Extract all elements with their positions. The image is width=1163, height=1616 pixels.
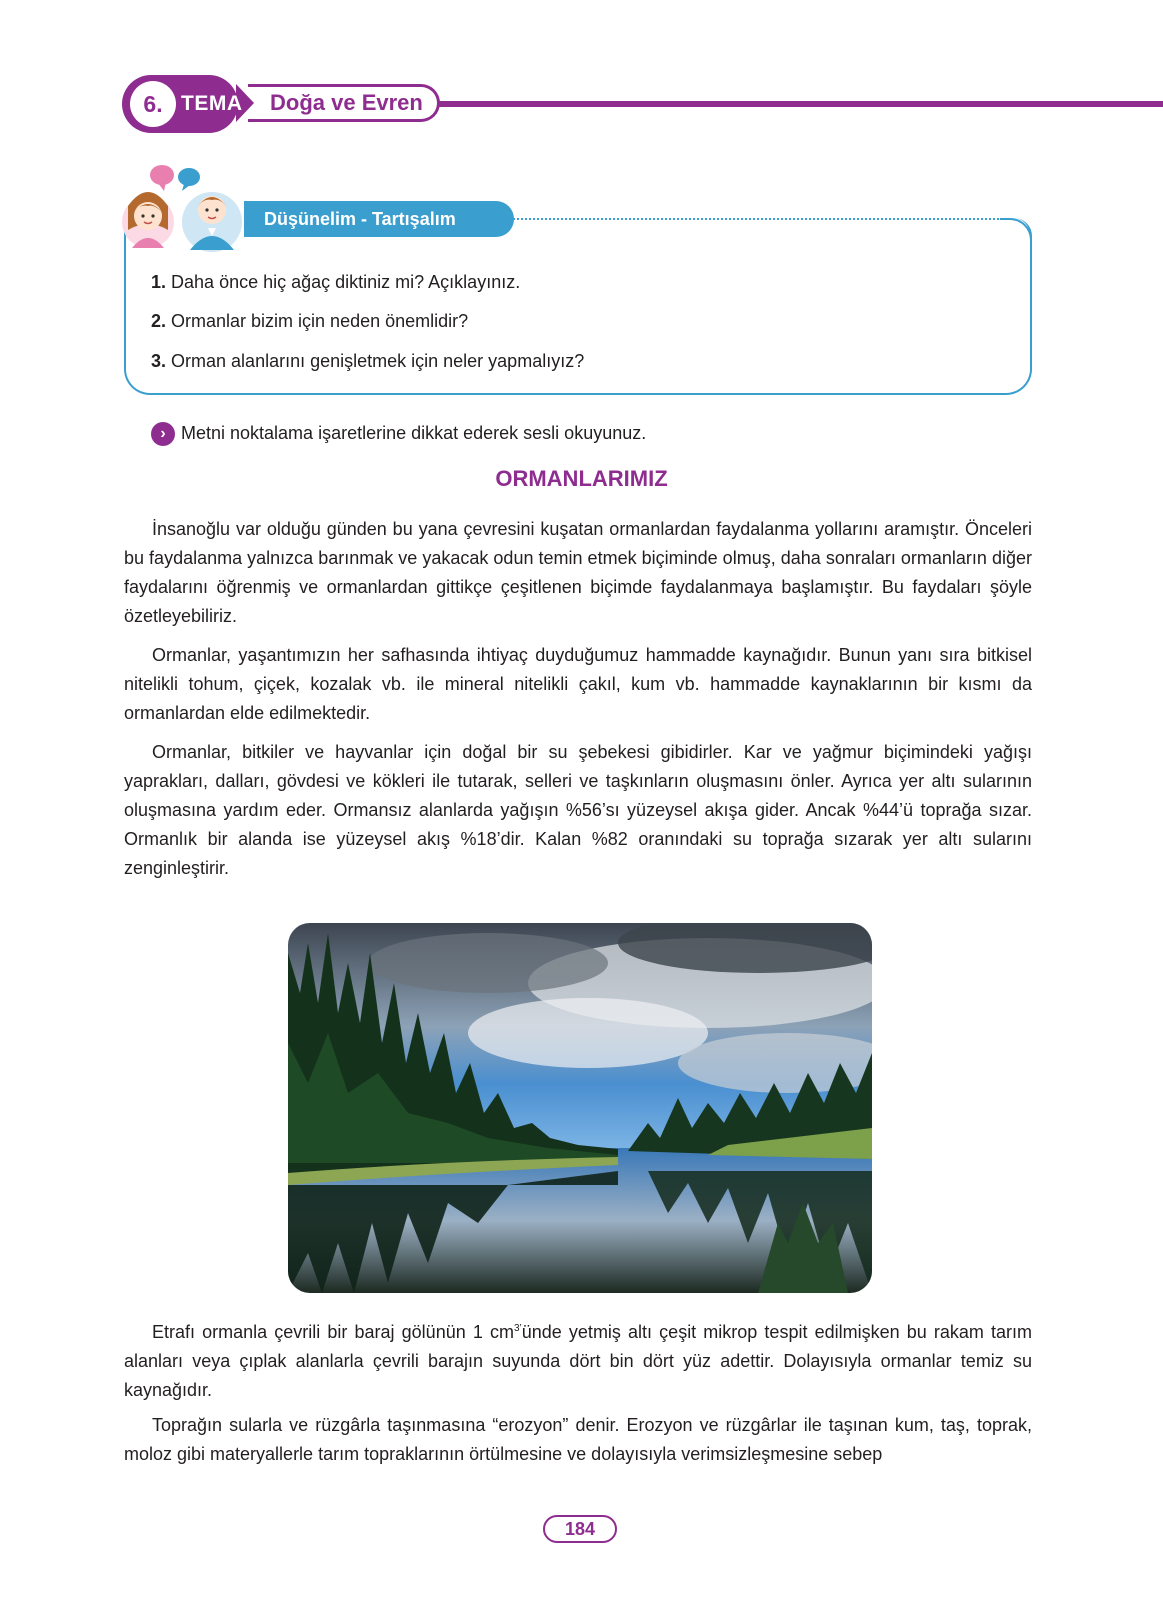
page-number: 184 (543, 1515, 617, 1543)
theme-number: 6. (130, 81, 176, 127)
chevron-right-icon: › (151, 422, 175, 446)
question-2: 2. Ormanlar bizim için neden önemlidir? (151, 311, 469, 331)
discussion-avatars-icon (120, 160, 250, 260)
paragraph-3: Ormanlar, bitkiler ve hayvanlar için doğal bir su şebekesi gibidirler. Kar ve yağmur biçimindeki yağışı yaprakları, dalları, gövdesi ve kökleri ile tutarak, selleri ve taşkınların oluşmasını önler. Ayrıca yer altı sularının oluşmasına yardım eder. Ormansız alanlarda yağışın %56’sı yüzeysel akışa gider. Ancak %44’ü toprağa sızar. Ormanlık bir alanda ise yüzeysel akış %18’dir. Kalan %82 oranındaki su toprağa sızarak yer altı sularını zenginleştirir. (124, 742, 1032, 878)
theme-title: Doğa ve Evren (248, 84, 440, 122)
discussion-box-corner (1000, 218, 1032, 248)
question-1: 1. Daha önce hiç ağaç diktiniz mi? Açıklayınız. (151, 272, 521, 292)
reading-instruction: Metni noktalama işaretlerine dikkat ederek sesli okuyunuz. (181, 423, 647, 443)
paragraph-4: Etrafı ormanla çevrili bir baraj gölünün 1 $cm^{3’}ünde$ yetmiş altı çeşit mikrop tespit edilmişken bu rakam tarım alanları veya çıplak alanlarla çevrili barajın suyunda dört bin dört yüz adettir. Dolayısıyla ormanlar temiz su kaynağıdır. (124, 1322, 1032, 1400)
discussion-dotted-border (510, 218, 1002, 220)
paragraph-2: Ormanlar, yaşantımızın her safhasında ihtiyaç duyduğumuz hammadde kaynağıdır. Bunun yanı sıra bitkisel nitelikli tohum, çiçek, kozalak vb. ile mineral nitelikli çakıl, kum vb. hammadde kaynaklarının bir kısmı da ormanlardan elde edilmektedir. (124, 645, 1032, 723)
article-title: ORMANLARIMIZ (495, 466, 668, 491)
discussion-title: Düşünelim - Tartışalım (244, 201, 514, 237)
theme-label: TEMA (181, 92, 243, 115)
paragraph-5: Toprağın sularla ve rüzgârla taşınmasına “erozyon” denir. Erozyon ve rüzgârlar ile taşınan kum, taş, toprak, moloz gibi materyallerle tarım topraklarının örtülmesine ve dolayısıyla verimsizleşmesine sebep (124, 1415, 1032, 1464)
header-rule (400, 101, 1163, 107)
question-3: 3. Orman alanlarını genişletmek için neler yapmalıyız? (151, 351, 585, 371)
paragraph-1: İnsanoğlu var olduğu günden bu yana çevresini kuşatan ormanlardan faydalanma yollarını aramıştır. Önceleri bu faydalanma yalnızca barınmak ve yakacak odun temin etmek biçiminde olmuş, daha sonraları ormanların diğer faydalarını öğrenmiş ve ormanlardan gittikçe çeşitlenen biçimde faydalanmaya başlamıştır. Bu faydaları şöyle özetleyebiliriz. (124, 519, 1032, 626)
forest-lake-photo (288, 923, 872, 1293)
